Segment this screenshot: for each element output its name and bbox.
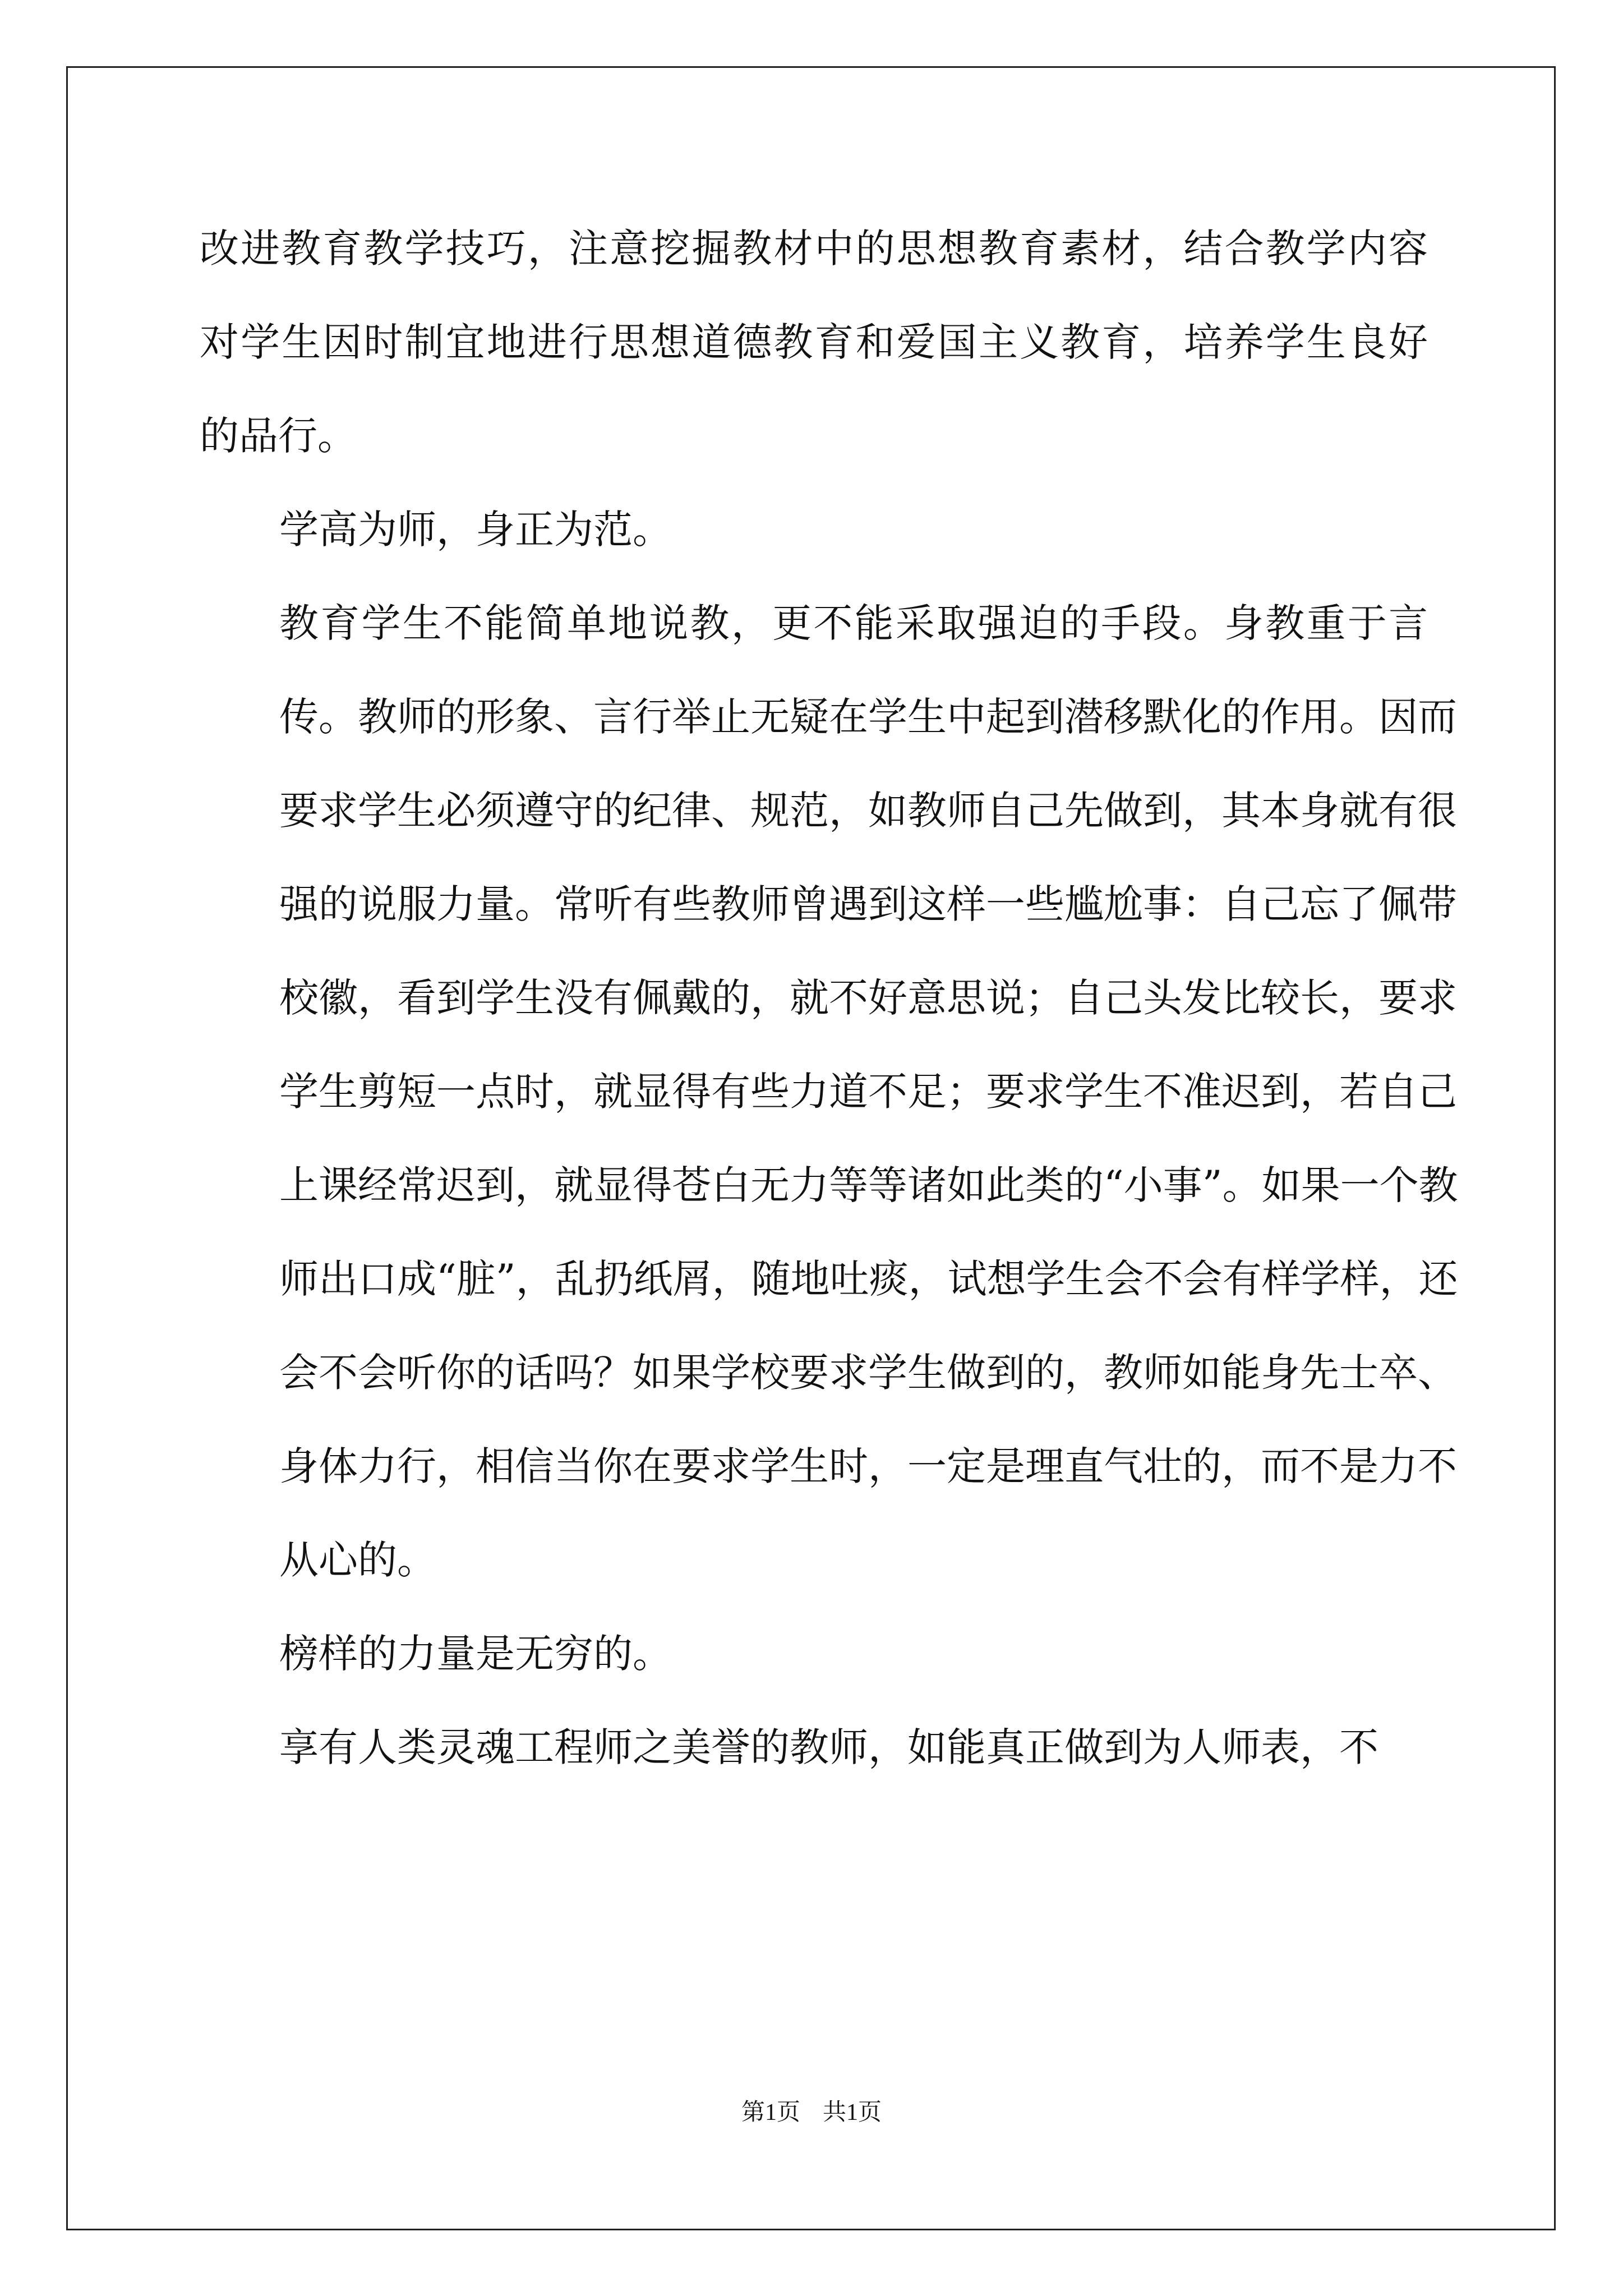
text-line: 对学生因时制宜地进行思想道德教育和爱国主义教育，培养学生良好 (200, 319, 1428, 365)
text-line: 校徽，看到学生没有佩戴的，就不好意思说；自己头发比较长，要求 (279, 975, 1457, 1021)
text-line: 强的说服力量。常听有些教师曾遇到这样一些尴尬事：自己忘了佩带 (279, 881, 1457, 927)
text-line: 从心的。 (279, 1537, 436, 1583)
page-number-total: 共1页 (823, 2100, 882, 2125)
text-line: 的品行。 (200, 413, 357, 459)
text-line: 学生剪短一点时，就显得有些力道不足；要求学生不准迟到，若自己 (279, 1069, 1457, 1115)
text-line: 身体力行，相信当你在要求学生时，一定是理直气壮的，而不是力不 (279, 1443, 1457, 1489)
text-line: 会不会听你的话吗？如果学校要求学生做到的，教师如能身先士卒、 (279, 1350, 1457, 1396)
paragraph (200, 1701, 1428, 1795)
page-number-current: 第1页 (741, 2100, 800, 2125)
text-line: 榜样的力量是无穷的。 (279, 1631, 672, 1677)
paragraph (200, 577, 1458, 1607)
text-line: 改进教育教学技巧，注意挖掘教材中的思想教育素材，结合教学内容 (200, 226, 1428, 272)
paragraph (200, 483, 1428, 577)
paragraph (200, 202, 1428, 483)
text-line: 要求学生必须遵守的纪律、规范，如教师自己先做到，其本身就有很 (279, 788, 1457, 834)
text-line: 上课经常迟到，就显得苍白无力等等诸如此类的“小事”。如果一个教 (279, 1162, 1458, 1208)
document-body (200, 202, 1458, 1795)
text-line: 享有人类灵魂工程师之美誉的教师，如能真正做到为人师表，不 (279, 1724, 1378, 1770)
text-line: 学高为师，身正为范。 (279, 507, 672, 553)
text-line: 师出口成“脏”，乱扔纸屑，随地吐痰，试想学生会不会有样学样，还 (279, 1256, 1458, 1302)
paragraph (200, 1607, 1428, 1701)
text-line: 教育学生不能简单地说教，更不能采取强迫的手段。身教重于言 (279, 600, 1428, 646)
page-footer (0, 2093, 1623, 2127)
text-line: 传。教师的形象、言行举止无疑在学生中起到潜移默化的作用。因而 (279, 694, 1457, 740)
